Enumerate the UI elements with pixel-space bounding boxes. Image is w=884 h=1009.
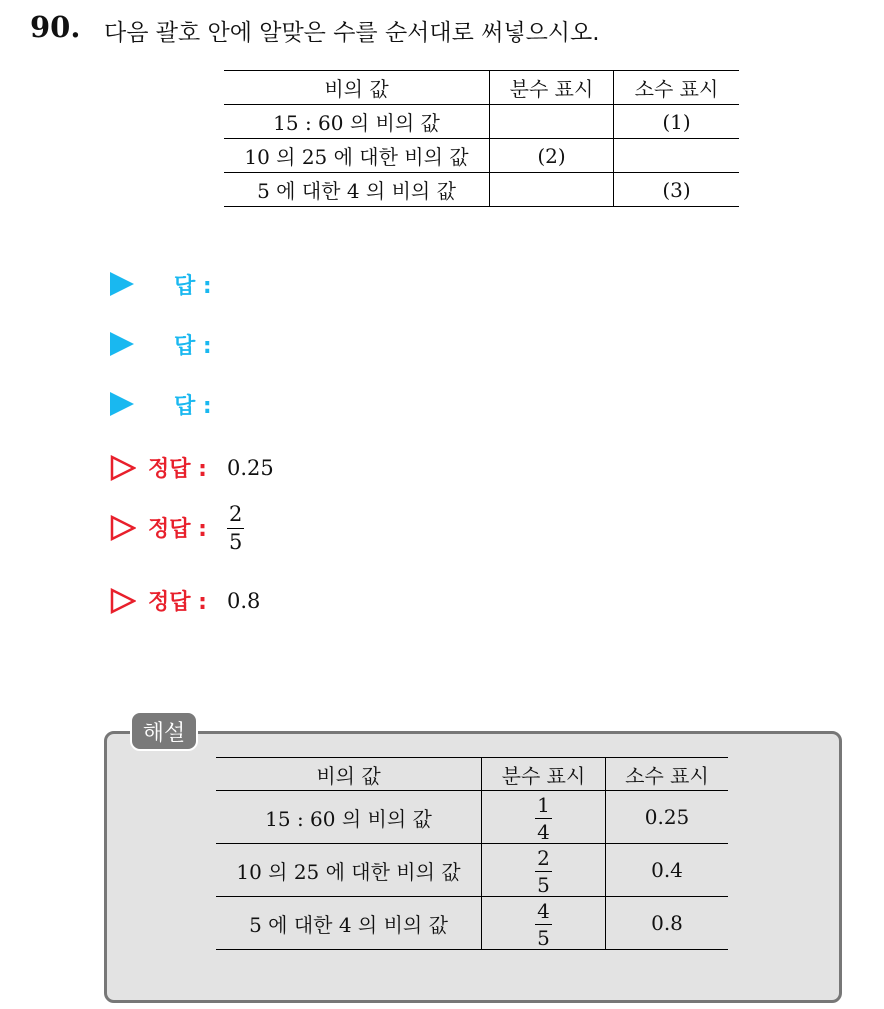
- play-triangle-icon: [110, 332, 134, 356]
- fraction-cell: (2): [490, 139, 614, 173]
- correct-fraction: [227, 502, 244, 553]
- correct-answer-2: [110, 502, 244, 553]
- fraction-bar: [227, 528, 244, 529]
- fraction-cell: [490, 173, 614, 207]
- decimal-cell: (1): [614, 105, 740, 139]
- fraction-numerator: 2: [228, 502, 243, 526]
- header-fraction: 분수 표시: [490, 71, 614, 105]
- fraction-numerator: 2: [537, 845, 550, 870]
- correct-label: 정답 :: [148, 517, 207, 542]
- correct-value: 0.8: [226, 588, 261, 613]
- fraction: [535, 792, 552, 844]
- fraction-cell: [490, 105, 614, 139]
- table-row: [216, 791, 728, 844]
- solution-table: [216, 757, 728, 950]
- decimal-cell: (3): [662, 177, 691, 202]
- fraction-bar: [535, 871, 552, 872]
- correct-label: 정답 :: [148, 457, 207, 482]
- header-fraction: 분수 표시: [482, 758, 606, 791]
- decimal-cell: 0.8: [651, 911, 683, 935]
- row-label: 15 : 60 의 비의 값: [216, 791, 482, 844]
- row-label: 5 에 대한 4 의 비의 값: [224, 173, 490, 207]
- play-triangle-icon: [110, 392, 134, 416]
- fraction: [227, 504, 244, 553]
- fraction: [535, 898, 552, 950]
- answer-label: 답 :: [174, 393, 212, 419]
- play-triangle-icon: [110, 272, 134, 296]
- question-text: 다음 괄호 안에 알맞은 수를 순서대로 써넣으시오.: [104, 20, 600, 46]
- table-row: [224, 173, 739, 207]
- row-label: 15 : 60 의 비의 값: [224, 105, 490, 139]
- fraction-cell: [482, 897, 606, 950]
- table-header-row: [216, 758, 728, 791]
- fraction-cell: [482, 791, 606, 844]
- question-table: [224, 70, 739, 207]
- outline-triangle-icon: [110, 455, 136, 481]
- outline-triangle-icon: [110, 515, 136, 541]
- solution-tag: 해설: [130, 711, 198, 751]
- table-row: [216, 844, 728, 897]
- row-label: 10 의 25 에 대한 비의 값: [224, 139, 490, 173]
- table-row: [224, 139, 739, 173]
- table-row: [216, 897, 728, 950]
- fraction-numerator: 4: [537, 898, 550, 923]
- fraction-bar: [535, 818, 552, 819]
- decimal-cell: 0.25: [606, 791, 729, 844]
- decimal-cell: 0.4: [606, 844, 729, 897]
- outline-triangle-icon: [110, 588, 136, 614]
- header-decimal: 소수 표시: [606, 758, 729, 791]
- answer-label: 답 :: [174, 333, 212, 359]
- correct-answer-3: [110, 585, 260, 616]
- fraction-numerator: 1: [537, 792, 550, 817]
- answer-line-3[interactable]: [110, 384, 212, 424]
- fraction-denominator: 4: [537, 819, 550, 844]
- fraction-bar: [535, 924, 552, 925]
- row-label: 10 의 25 에 대한 비의 값: [216, 844, 482, 897]
- table-header-row: [224, 71, 739, 105]
- question-number: 90.: [30, 10, 81, 44]
- correct-label: 정답 :: [148, 590, 207, 615]
- answer-line-1[interactable]: [110, 264, 212, 304]
- row-label: 5 에 대한 4 의 비의 값: [216, 897, 482, 950]
- fraction-denominator: 5: [537, 925, 550, 950]
- answer-label: 답 :: [174, 273, 212, 299]
- correct-value: 0.25: [226, 455, 274, 480]
- decimal-cell: [614, 139, 740, 173]
- correct-answer-1: [110, 452, 274, 483]
- fraction-denominator: 5: [537, 872, 550, 897]
- header-ratio-value: 비의 값: [216, 758, 482, 791]
- fraction-denominator: 5: [228, 530, 243, 554]
- fraction-cell: [482, 844, 606, 897]
- header-ratio-value: 비의 값: [224, 71, 490, 105]
- table-row: [224, 105, 739, 139]
- fraction: [535, 845, 552, 897]
- answer-line-2[interactable]: [110, 324, 212, 364]
- header-decimal: 소수 표시: [614, 71, 740, 105]
